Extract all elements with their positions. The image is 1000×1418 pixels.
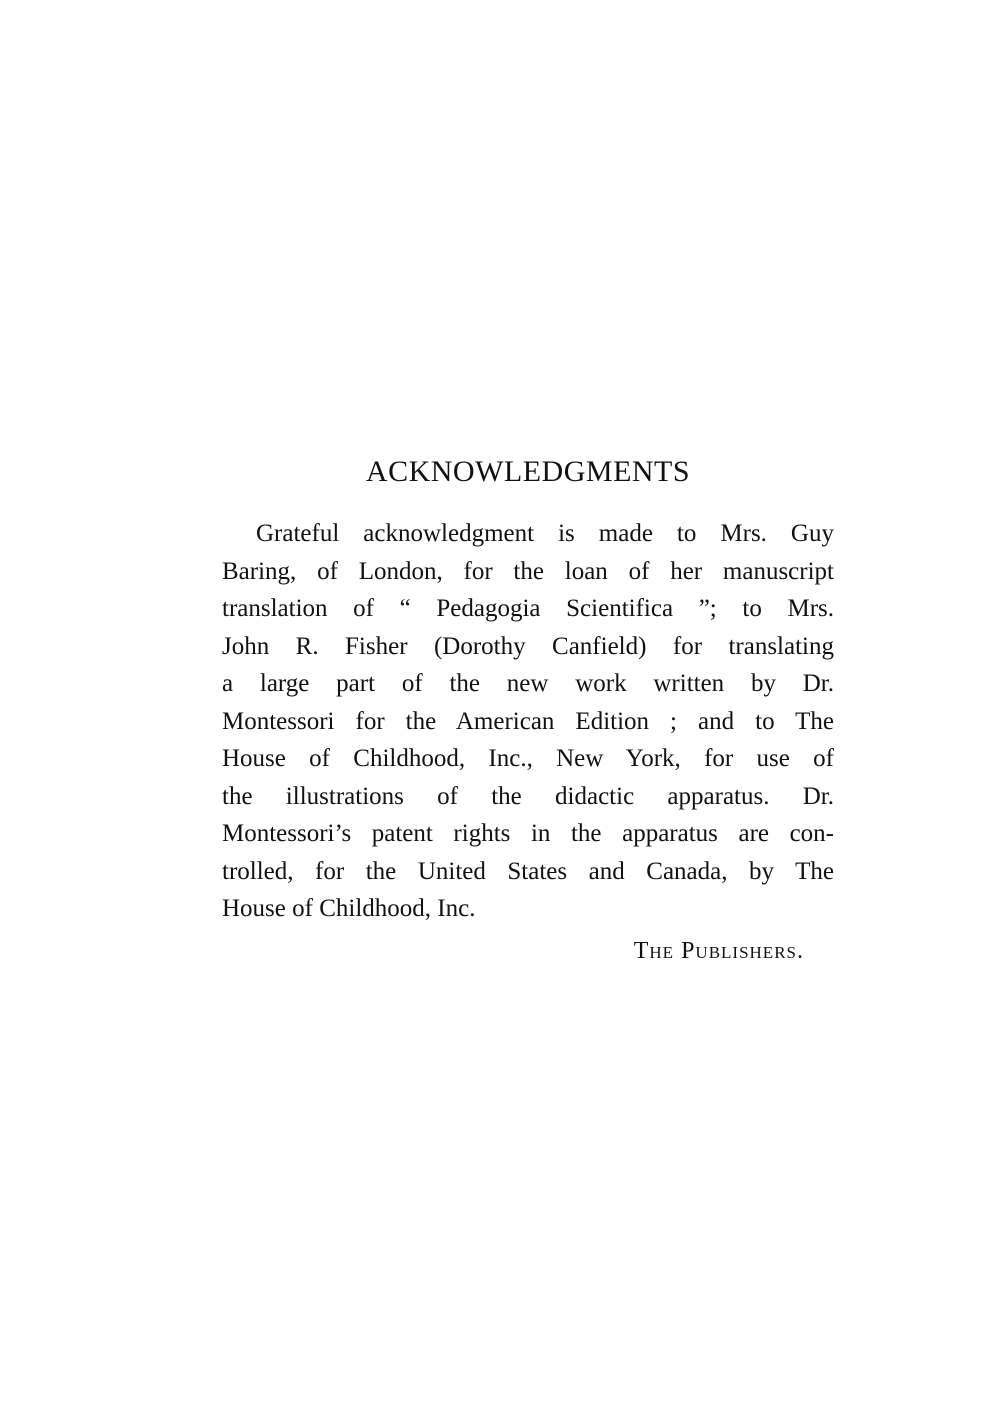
page-title: ACKNOWLEDGMENTS: [365, 455, 691, 488]
paragraph-line: House of Childhood, Inc.: [222, 895, 476, 922]
paragraph-line: Montessori for the American Edition ; and to The: [222, 707, 834, 735]
acknowledgment-paragraph: [222, 515, 834, 928]
paragraph-line: translation of “ Pedagogia Scientifica ”; to Mrs.: [222, 595, 834, 622]
paragraph-line: Grateful acknowledgment is made to Mrs. Guy: [256, 520, 834, 547]
paragraph-line: Montessori’s patent rights in the apparatus are con-: [222, 820, 834, 847]
paragraph-line: House of Childhood, Inc., New York, for use of: [222, 745, 834, 772]
paragraph-line: a large part of the new work written by Dr.: [222, 670, 834, 697]
paragraph-line: trolled, for the United States and Canada, by The: [222, 857, 834, 885]
paragraph-line: the illustrations of the didactic apparatus. Dr.: [222, 782, 834, 810]
paragraph-line: Baring, of London, for the loan of her manuscript: [222, 557, 834, 585]
paragraph-line: John R. Fisher (Dorothy Canfield) for translating: [222, 632, 834, 660]
publisher-signature: The Publishers.: [633, 938, 804, 964]
